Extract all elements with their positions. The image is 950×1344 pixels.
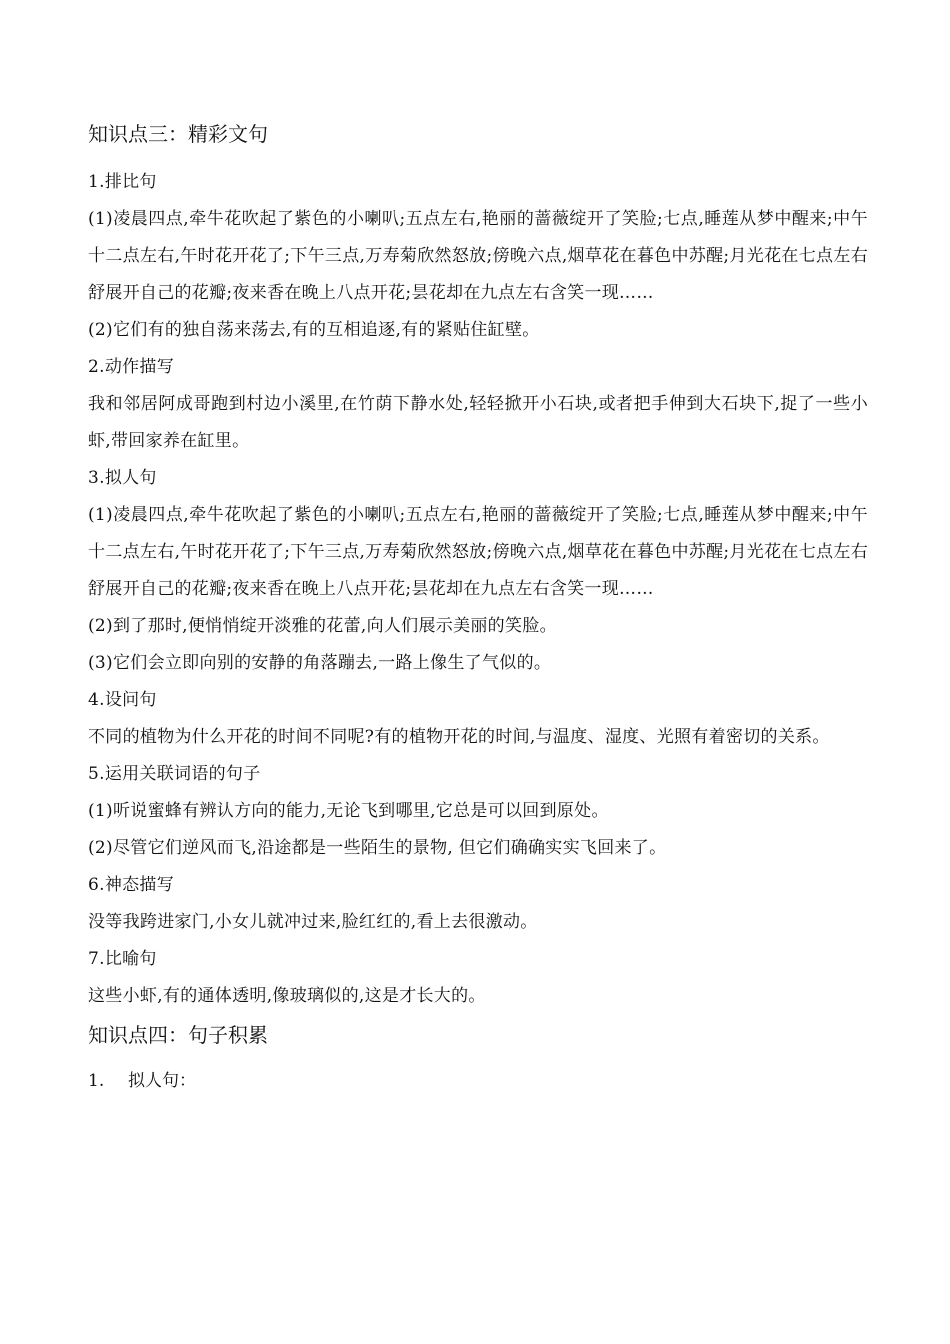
item-text: 拟人句： xyxy=(128,1071,196,1091)
heading-simile: 7.比喻句 xyxy=(88,949,157,969)
paragraph: 这些小虾,有的通体透明,像玻璃似的,这是才长大的。 xyxy=(88,986,486,1006)
heading-personification: 3.拟人句 xyxy=(88,468,157,488)
heading-conjunctions: 5.运用关联词语的句子 xyxy=(88,764,261,784)
paragraph: 我和邻居阿成哥跑到村边小溪里,在竹荫下静水处,轻轻掀开小石块,或者把手伸到大石块下,捉了一些小虾,带回家养在缸里。 xyxy=(88,394,868,451)
section-title-3: 知识点三：精彩文句 xyxy=(88,122,268,146)
paragraph: 不同的植物为什么开花的时间不同呢?有的植物开花的时间,与温度、湿度、光照有着密切的关系。 xyxy=(88,727,830,747)
paragraph: (2)它们有的独自荡来荡去,有的互相追逐,有的紧贴住缸壁。 xyxy=(88,320,540,340)
document-page xyxy=(88,112,868,1100)
heading-rhetorical-question: 4.设问句 xyxy=(88,690,157,710)
numbered-item xyxy=(88,1063,868,1100)
heading-expression-description: 6.神态描写 xyxy=(88,875,175,895)
heading-action-description: 2.动作描写 xyxy=(88,357,175,377)
paragraph: (2)到了那时,便悄悄绽开淡雅的花蕾,向人们展示美丽的笑脸。 xyxy=(88,616,557,636)
section-title-4: 知识点四：句子积累 xyxy=(88,1023,268,1047)
paragraph: (1)听说蜜蜂有辨认方向的能力,无论飞到哪里,它总是可以回到原处。 xyxy=(88,801,609,821)
paragraph: (2)尽管它们逆风而飞,沿途都是一些陌生的景物, 但它们确确实实飞回来了。 xyxy=(88,838,667,858)
paragraph: (1)凌晨四点,牵牛花吹起了紫色的小喇叭;五点左右,艳丽的蔷薇绽开了笑脸;七点,睡莲从梦中醒来;中午十二点左右,午时花开花了;下午三点,万寿菊欣然怒放;傍晚六点,烟草花在暮色中苏醒;月光花在七点左右舒展开自己的花瓣;夜来香在晚上八点开花;昙花却在九点左右含笑一现…… xyxy=(88,505,868,599)
heading-parallelism: 1.排比句 xyxy=(88,172,157,192)
paragraph: (1)凌晨四点,牵牛花吹起了紫色的小喇叭;五点左右,艳丽的蔷薇绽开了笑脸;七点,睡莲从梦中醒来;中午十二点左右,午时花开花了;下午三点,万寿菊欣然怒放;傍晚六点,烟草花在暮色中苏醒;月光花在七点左右舒展开自己的花瓣;夜来香在晚上八点开花;昙花却在九点左右含笑一现…… xyxy=(88,209,868,303)
item-number: 1. xyxy=(88,1071,105,1091)
paragraph: (3)它们会立即向别的安静的角落蹦去,一路上像生了气似的。 xyxy=(88,653,552,673)
paragraph: 没等我跨进家门,小女儿就冲过来,脸红红的,看上去很激动。 xyxy=(88,912,538,932)
